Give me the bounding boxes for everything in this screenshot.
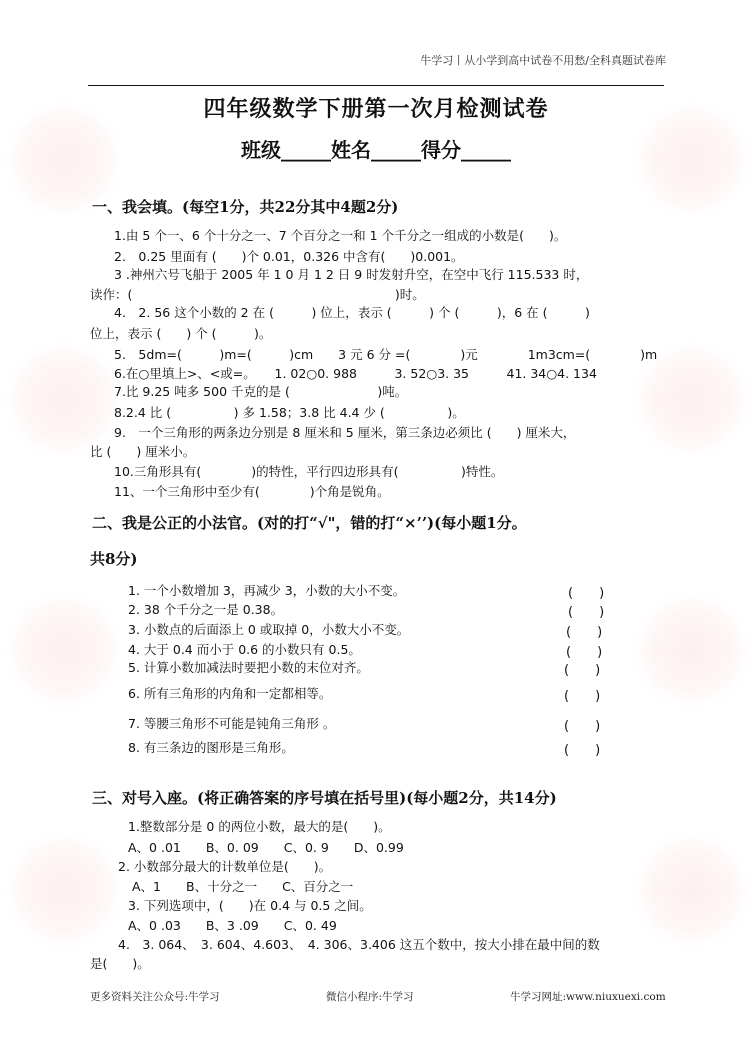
watermark-logo: [4, 340, 124, 460]
answer-paren[interactable]: ( ): [564, 689, 601, 704]
answer-paren[interactable]: ( ): [568, 605, 605, 620]
answer-paren[interactable]: ( ): [566, 625, 603, 640]
answer-paren[interactable]: ( ): [568, 586, 605, 601]
judge-item: 2. 38 个千分之一是 0.38。: [128, 602, 284, 617]
watermark-logo: [632, 590, 752, 710]
student-info-line: 班级_____姓名_____得分_____: [241, 138, 511, 162]
s1-line: 6.在○里填上>、<或=。 1. 02○0. 988 3. 52○3. 35 41. 34○4. 134: [114, 366, 597, 381]
section3-heading: 三、对号入座。(将正确答案的序号填在括号里)(每小题2分，共14分): [92, 789, 557, 807]
s1-line: 1.由 5 个一、6 个十分之一、7 个百分之一和 1 个千分之一组成的小数是( )。: [114, 228, 567, 243]
answer-paren[interactable]: ( ): [564, 743, 601, 758]
s1-line: 7.比 9.25 吨多 500 千克的是 ( )吨。: [114, 384, 408, 399]
section1-heading: 一、我会填。(每空1分，共22分其中4题2分): [92, 198, 399, 216]
footer-left: 更多资料关注公众号:牛学习: [90, 991, 220, 1003]
s1-line: 10.三角形具有( )的特性，平行四边形具有( )特性。: [114, 464, 504, 479]
header-tagline: 牛学习丨从小学到高中试卷不用愁/全科真题试卷库: [420, 54, 666, 67]
s1-line: 比 ( ) 厘米小。: [90, 444, 196, 459]
judge-item: 5. 计算小数加减法时要把小数的末位对齐。: [128, 660, 369, 675]
s1-line: 11、一个三角形中至少有( )个角是锐角。: [114, 484, 390, 499]
judge-item: 3. 小数点的后面添上 0 或取掉 0，小数大小不变。: [128, 622, 410, 637]
judge-item: 8. 有三条边的图形是三角形。: [128, 740, 294, 755]
s3-line: 3. 下列选项中，( )在 0.4 与 0.5 之间。: [128, 898, 372, 913]
answer-paren[interactable]: ( ): [564, 663, 601, 678]
judge-item: 6. 所有三角形的内角和一定都相等。: [128, 686, 332, 701]
header-divider: [88, 85, 664, 86]
page-title: 四年级数学下册第一次月检测试卷: [203, 96, 549, 122]
judge-item: 7. 等腰三角形不可能是钝角三角形 。: [128, 716, 336, 731]
s1-line: 8.2.4 比 ( ) 多 1.58；3.8 比 4.4 少 ( )。: [114, 405, 465, 420]
s3-line: 1.整数部分是 0 的两位小数，最大的是( )。: [128, 819, 391, 834]
judge-item: 1. 一个小数增加 3，再减少 3，小数的大小不变。: [128, 583, 406, 598]
footer-center: 微信小程序:牛学习: [326, 991, 414, 1003]
s1-line: 4. 2. 56 这个小数的 2 在 ( ) 位上，表示 ( ) 个 ( )，6 在 ( ): [114, 305, 590, 320]
s1-line: 位上，表示 ( ) 个 ( )。: [90, 326, 272, 341]
s1-line: 读作：( )时。: [90, 287, 425, 302]
s3-line: 2. 小数部分最大的计数单位是( )。: [118, 859, 332, 874]
watermark-logo: [632, 830, 752, 950]
section2-heading: 二、我是公正的小法官。(对的打“√"，错的打“×’’)(每小题1分。: [92, 514, 527, 532]
section2-heading-cont: 共8分): [90, 550, 138, 568]
s3-line: 是( )。: [90, 956, 150, 971]
s3-line: A、0 .03 B、3 .09 C、0. 49: [128, 918, 337, 933]
footer-website-link[interactable]: 牛学习网址:www.niuxuexi.com: [510, 991, 666, 1003]
s1-line: 3 .神州六号飞船于 2005 年 1 0 月 1 2 日 9 时发射升空，在空中飞行 115.533 时，: [114, 267, 589, 282]
s3-line: A、0 .01 B、0. 09 C、0. 9 D、0.99: [128, 840, 404, 855]
s1-line: 9. 一个三角形的两条边分别是 8 厘米和 5 厘米，第三条边必须比 ( ) 厘米大，: [114, 425, 576, 440]
watermark-logo: [4, 590, 124, 710]
s3-line: A、1 B、十分之一 C、百分之一: [132, 879, 354, 894]
s3-line: 4. 3. 064、 3. 604、4.603、 4. 306、3.406 这五个数中，按大小排在最中间的数: [118, 937, 600, 952]
s1-line: 5. 5dm=( )m=( )cm 3 元 6 分 =( )元 1m3cm=( )m: [114, 347, 658, 362]
judge-item: 4. 大于 0.4 而小于 0.6 的小数只有 0.5。: [128, 642, 361, 657]
s1-line: 2. 0.25 里面有 ( )个 0.01，0.326 中含有( )0.001。: [114, 249, 464, 264]
watermark-logo: [4, 830, 124, 950]
answer-paren[interactable]: ( ): [564, 719, 601, 734]
answer-paren[interactable]: ( ): [566, 645, 603, 660]
